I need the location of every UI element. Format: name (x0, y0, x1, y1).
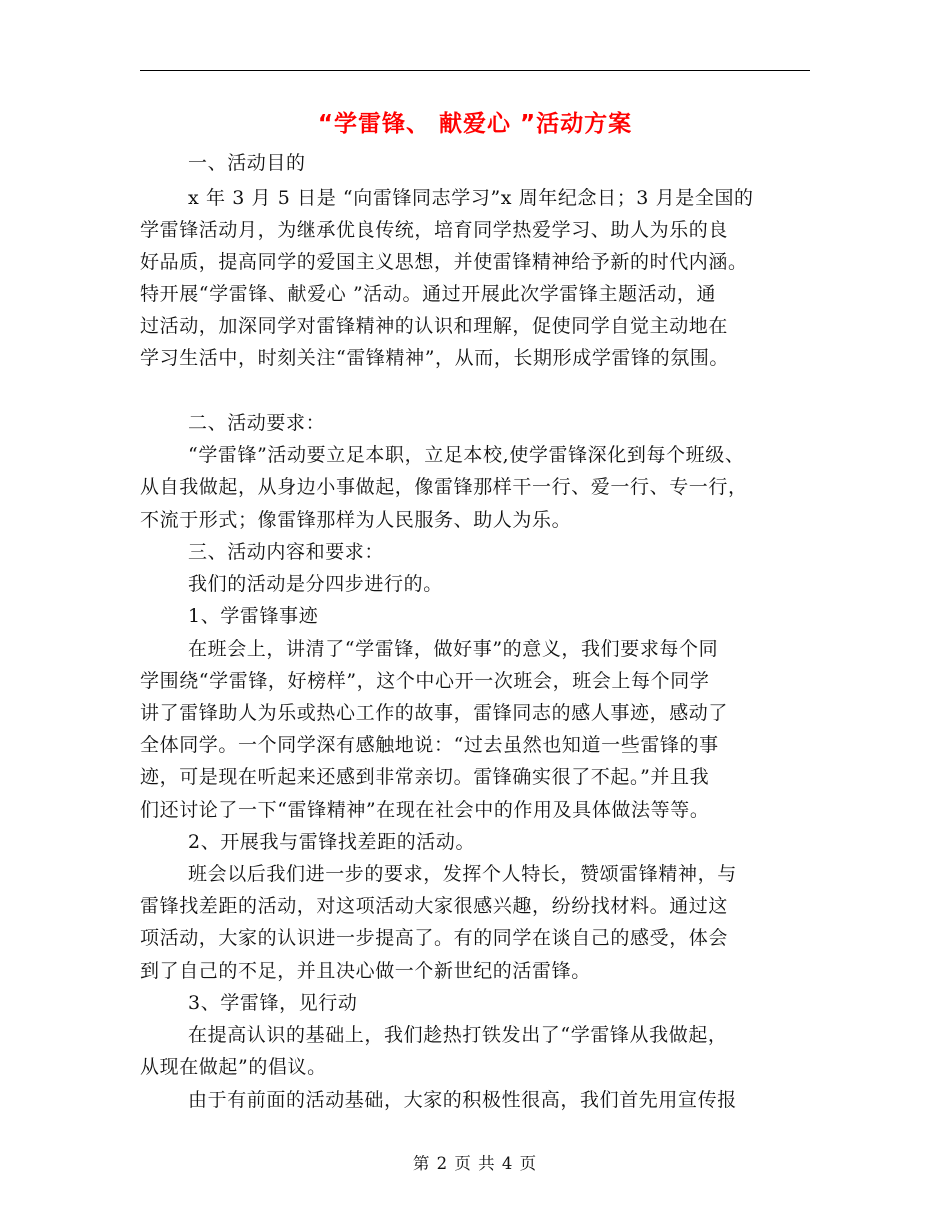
paragraph-line: 项活动，大家的认识进一步提高了。有的同学在谈自己的感受，体会 (140, 927, 729, 949)
section-heading: 三、活动内容和要求： (188, 541, 385, 563)
section-heading: 一、活动目的 (188, 152, 306, 174)
paragraph-line: 我们的活动是分四步进行的。 (188, 573, 443, 595)
subsection-heading: 1、学雷锋事迹 (188, 605, 319, 627)
paragraph-line: 学围绕“学雷锋，好榜样”，这个中心开一次班会，班会上每个同学 (140, 670, 710, 692)
paragraph-line: 雷锋找差距的活动，对这项活动大家很感兴趣，纷纷找材料。通过这 (140, 895, 729, 917)
paragraph-line: 班会以后我们进一步的要求，发挥个人特长，赞颂雷锋精神，与 (188, 863, 737, 885)
paragraph-line: 全体同学。一个同学深有感触地说：“过去虽然也知道一些雷锋的事 (140, 734, 719, 756)
paragraph-line: 到了自己的不足，并且决心做一个新世纪的活雷锋。 (140, 960, 591, 982)
page-number-footer: 第 2 页 共 4 页 (412, 1154, 538, 1173)
paragraph-line: 特开展“学雷锋、献爱心 ”活动。通过开展此次学雷锋主题活动，通 (140, 283, 717, 305)
paragraph-line: 过活动，加深同学对雷锋精神的认识和理解，促使同学自觉主动地在 (140, 315, 729, 337)
paragraph-line: 从自我做起，从身边小事做起，像雷锋那样干一行、爱一行、专一行， (140, 476, 748, 498)
paragraph-line: 们还讨论了一下“雷锋精神”在现在社会中的作用及具体做法等等。 (140, 799, 710, 821)
paragraph-line: x 年 3 月 5 日是 “向雷锋同志学习”x 周年纪念日；3 月是全国的 (188, 187, 754, 209)
paragraph-line: 讲了雷锋助人为乐或热心工作的故事，雷锋同志的感人事迹，感动了 (140, 702, 729, 724)
header-rule (140, 70, 810, 71)
section-heading: 二、活动要求： (188, 412, 326, 434)
paragraph-line: 学习生活中，时刻关注“雷锋精神”，从而，长期形成学雷锋的氛围。 (140, 347, 730, 369)
paragraph-line: 迹，可是现在听起来还感到非常亲切。雷锋确实很了不起。”并且我 (140, 766, 710, 788)
paragraph-line: 好品质，提高同学的爱国主义思想，并使雷锋精神给予新的时代内涵。 (140, 251, 748, 273)
subsection-heading: 2、开展我与雷锋找差距的活动。 (188, 831, 476, 853)
paragraph-line: 在班会上，讲清了“学雷锋，做好事”的意义，我们要求每个同 (188, 638, 719, 660)
paragraph-line: 不流于形式；像雷锋那样为人民服务、助人为乐。 (140, 509, 572, 531)
subsection-heading: 3、学雷锋，见行动 (188, 992, 358, 1014)
paragraph-line: “学雷锋”活动要立足本职，立足本校,使学雷锋深化到每个班级、 (188, 444, 745, 466)
paragraph-line: 在提高认识的基础上，我们趁热打铁发出了“学雷锋从我做起， (188, 1024, 728, 1046)
paragraph-line: 由于有前面的活动基础，大家的积极性很高，我们首先用宣传报 (188, 1089, 737, 1111)
document-title: “学雷锋、 献爱心 ”活动方案 (317, 111, 633, 137)
paragraph-line: 学雷锋活动月，为继承优良传统，培育同学热爱学习、助人为乐的良 (140, 219, 729, 241)
paragraph-line: 从现在做起”的倡议。 (140, 1056, 327, 1078)
